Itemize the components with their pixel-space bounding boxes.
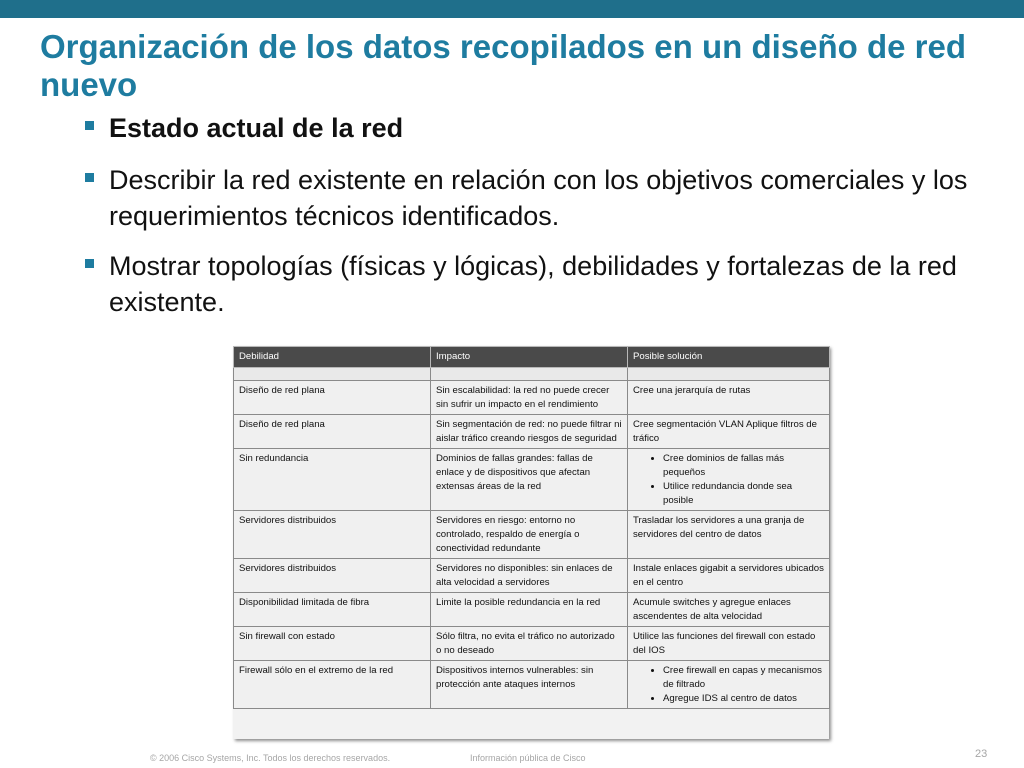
table-row [234, 415, 830, 449]
impact-cell: Sólo filtra, no evita el tráfico no autorizado o no deseado [431, 627, 628, 661]
square-bullet-icon [85, 173, 94, 182]
solution-list-item: • Utilice redundancia donde sea posible [663, 480, 824, 508]
table-row [234, 559, 830, 593]
weakness-cell: Firewall sólo en el extremo de la red [234, 661, 431, 709]
square-bullet-icon [85, 259, 94, 268]
solution-cell: Acumule switches y agregue enlaces ascendentes de alta velocidad [628, 593, 830, 627]
bullet-item [82, 110, 982, 146]
table-row [234, 511, 830, 559]
impact-cell: Servidores en riesgo: entorno no controlado, respaldo de energía o conectividad redundante [431, 511, 628, 559]
bullet-item [82, 248, 982, 320]
solution-list-item: • Cree firewall en capas y mecanismos de filtrado [663, 664, 824, 692]
impact-cell: Dispositivos internos vulnerables: sin protección ante ataques internos [431, 661, 628, 709]
column-header: Debilidad [234, 347, 431, 368]
solution-cell: Trasladar los servidores a una granja de servidores del centro de datos [628, 511, 830, 559]
page-number: 23 [975, 748, 988, 760]
solution-cell: Cree segmentación VLAN Aplique filtros de tráfico [628, 415, 830, 449]
weakness-cell: Sin firewall con estado [234, 627, 431, 661]
weakness-table [233, 346, 830, 709]
weakness-cell: Diseño de red plana [234, 381, 431, 415]
impact-cell: Sin segmentación de red: no puede filtrar ni aislar tráfico creando riesgos de seguridad [431, 415, 628, 449]
table-spacer-row [234, 368, 830, 381]
solution-list-item: • Cree dominios de fallas más pequeños [663, 452, 824, 480]
bullet-text: Mostrar topologías (físicas y lógicas), debilidades y fortalezas de la red existente. [109, 251, 957, 317]
impact-cell: Limite la posible redundancia en la red [431, 593, 628, 627]
weakness-table-container [233, 346, 829, 739]
solution-cell [628, 661, 830, 709]
bullet-text: Describir la red existente en relación con los objetivos comerciales y los requerimientos técnicos identificados. [109, 165, 968, 231]
solution-cell: Utilice las funciones del firewall con estado del IOS [628, 627, 830, 661]
footer-classification: Información pública de Cisco [470, 753, 586, 763]
table-header-row [234, 347, 830, 368]
table-row [234, 627, 830, 661]
table-row [234, 661, 830, 709]
column-header: Impacto [431, 347, 628, 368]
square-bullet-icon [85, 121, 94, 130]
table-row [234, 449, 830, 511]
solution-list-item: • Agregue IDS al centro de datos [663, 692, 824, 706]
top-accent-bar [0, 0, 1024, 18]
solution-list [633, 452, 824, 508]
impact-cell: Dominios de fallas grandes: fallas de enlace y de dispositivos que afectan extensas áreas de la red [431, 449, 628, 511]
table-row [234, 381, 830, 415]
weakness-cell: Diseño de red plana [234, 415, 431, 449]
bullet-item [82, 162, 982, 234]
weakness-cell: Sin redundancia [234, 449, 431, 511]
weakness-cell: Servidores distribuidos [234, 511, 431, 559]
table-row [234, 593, 830, 627]
solution-cell: Instale enlaces gigabit a servidores ubicados en el centro [628, 559, 830, 593]
bullet-list [82, 110, 982, 334]
solution-list [633, 664, 824, 706]
weakness-cell: Disponibilidad limitada de fibra [234, 593, 431, 627]
bullet-text: Estado actual de la red [109, 113, 404, 143]
impact-cell: Sin escalabilidad: la red no puede crecer sin sufrir un impacto en el rendimiento [431, 381, 628, 415]
impact-cell: Servidores no disponibles: sin enlaces de alta velocidad a servidores [431, 559, 628, 593]
solution-cell [628, 449, 830, 511]
solution-cell: Cree una jerarquía de rutas [628, 381, 830, 415]
weakness-cell: Servidores distribuidos [234, 559, 431, 593]
footer-copyright: © 2006 Cisco Systems, Inc. Todos los derechos reservados. [150, 753, 391, 763]
column-header: Posible solución [628, 347, 830, 368]
slide-title: Organización de los datos recopilados en un diseño de red nuevo [40, 28, 967, 103]
